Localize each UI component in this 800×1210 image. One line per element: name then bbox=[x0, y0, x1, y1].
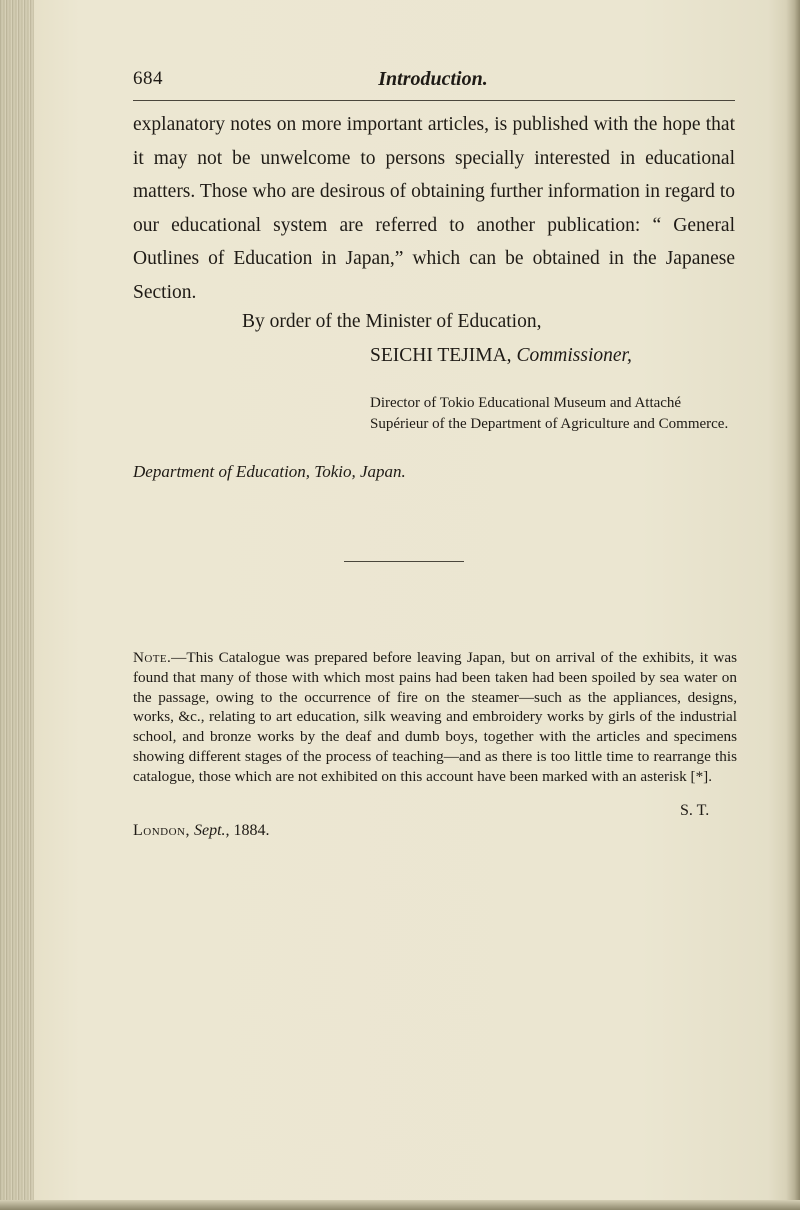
note-year: 1884. bbox=[233, 822, 270, 839]
running-header bbox=[133, 68, 733, 94]
note-initials: S. T. bbox=[680, 802, 710, 819]
department-line: Department of Education, Tokio, Japan. bbox=[133, 462, 406, 481]
note-place: London, bbox=[133, 822, 190, 839]
commissioner-line bbox=[370, 345, 632, 367]
director-credentials: Director of Tokio Educational Museum and Attaché Supérieur of the Department of Agriculture and Commerce. bbox=[370, 395, 729, 432]
note-text: —This Catalogue was prepared before leaving Japan, but on arrival of the exhibits, it was found that many of those with which most pains had been taken had been spoiled by sea water on the passage, owing to the occurrence of fire on the steamer—such as the appliances, designs, works, &c., relating to art education, silk weaving and embroidery works by girls of the industrial school, and bronze works by the deaf and dumb boys, together with the articles and specimens showing different stages of the process of teaching—and as there is too little time to rearrange this catalogue, those which are not exhibited on this account have been marked with an asterisk [*]. bbox=[133, 649, 737, 785]
commissioner-title: Commissioner, bbox=[516, 345, 632, 366]
header-rule bbox=[133, 100, 735, 101]
place-date-line bbox=[133, 822, 270, 840]
commissioner-name: SEICHI TEJIMA, bbox=[370, 345, 512, 366]
body-paragraph: explanatory notes on more important articles, is published with the hope that it may not be unwelcome to persons specially interested in educational matters. Those who are desirous of obtaining further information in regard to our educational system are referred to another publication: “ General Outlines of Education in Japan,” which can be obtained in the Japanese Section. bbox=[133, 114, 735, 303]
running-title: Introduction. bbox=[378, 68, 488, 90]
note-paragraph bbox=[133, 648, 737, 787]
note-month: Sept., bbox=[194, 822, 230, 839]
note-label: Note. bbox=[133, 649, 172, 666]
section-divider bbox=[344, 561, 464, 562]
page-number: 684 bbox=[133, 68, 163, 89]
order-line: By order of the Minister of Education, bbox=[242, 311, 542, 332]
